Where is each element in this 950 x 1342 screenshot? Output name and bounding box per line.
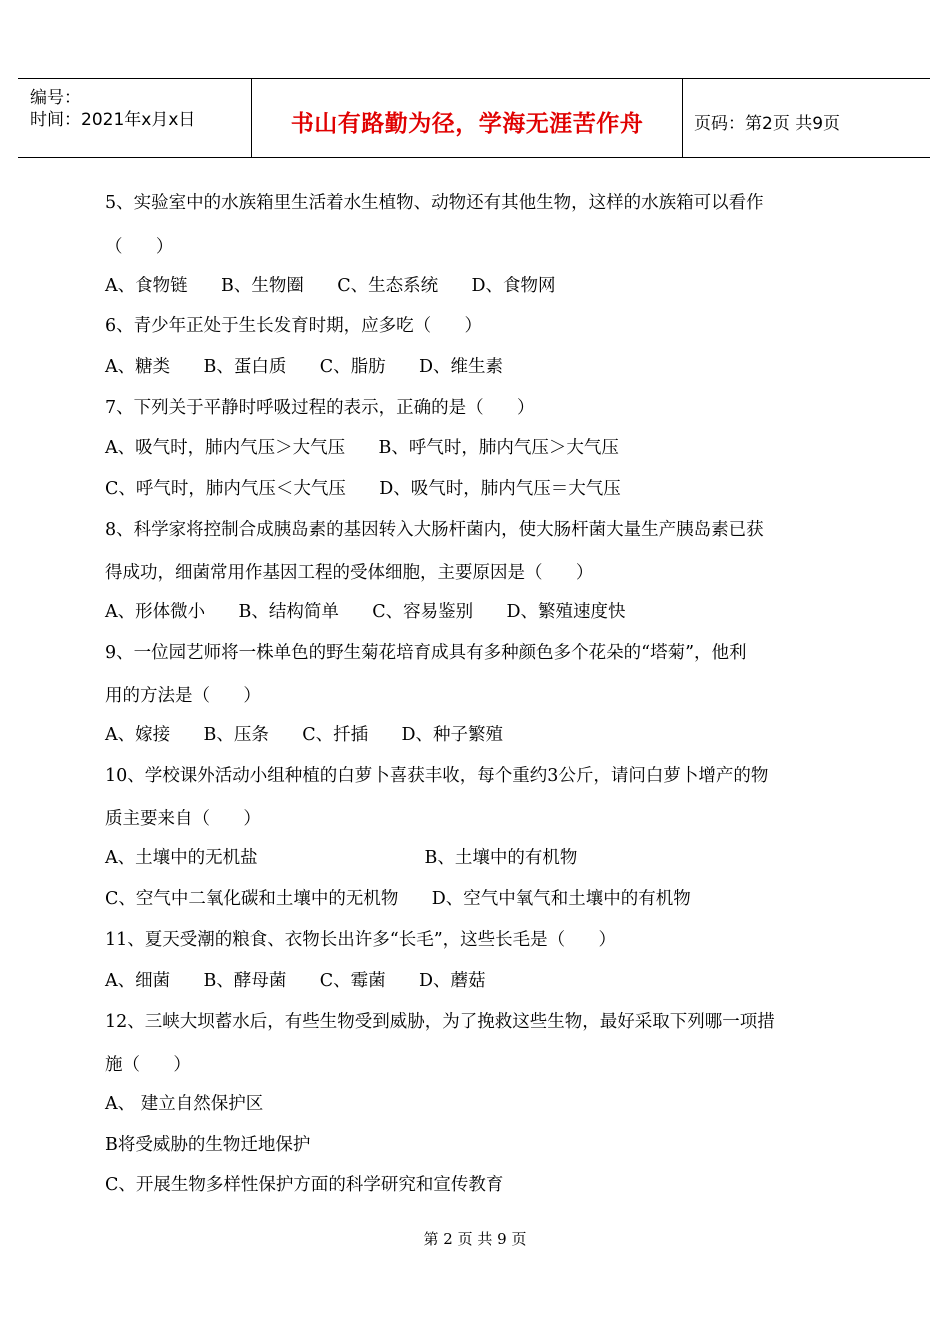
header-motto: 书山有路勤为径，学海无涯苦作舟 bbox=[290, 111, 644, 137]
q12-stem-line1: 12、三峡大坝蓄水后，有些生物受到威胁，为了挽救这些生物，最好采取下列哪一项措 bbox=[105, 1012, 775, 1032]
q10-options-ab: A、土壤中的无机盐 B、土壤中的有机物 bbox=[105, 848, 578, 868]
q6-options: A、糖类 B、蛋白质 C、脂肪 D、维生素 bbox=[105, 357, 504, 377]
document-number-label: 编号： bbox=[30, 88, 81, 108]
q12-option-c: C、开展生物多样性保护方面的科学研究和宣传教育 bbox=[105, 1175, 504, 1195]
q11-options: A、细菌 B、酵母菌 C、霉菌 D、蘑菇 bbox=[105, 971, 486, 991]
q9-stem-line1: 9、一位园艺师将一株单色的野生菊花培育成具有多种颜色多个花朵的“塔菊”，他利 bbox=[105, 643, 747, 663]
header-page-info: 页码：第2页 共9页 bbox=[694, 114, 841, 134]
q8-stem-line2: 得成功，细菌常用作基因工程的受体细胞，主要原因是（ ） bbox=[105, 563, 594, 583]
q7-options-ab: A、吸气时，肺内气压＞大气压 B、呼气时，肺内气压＞大气压 bbox=[105, 438, 619, 458]
header-motto-cell bbox=[251, 79, 683, 157]
q11-stem: 11、夏天受潮的粮食、衣物长出许多“长毛”，这些长毛是（ ） bbox=[105, 930, 617, 950]
page-footer: 第 2 页 共 9 页 bbox=[423, 1230, 527, 1248]
q10-stem-line2: 质主要来自（ ） bbox=[105, 809, 261, 829]
q5-stem: 5、实验室中的水族箱里生活着水生植物、动物还有其他生物，这样的水族箱可以看作 bbox=[105, 193, 764, 213]
q9-stem-line2: 用的方法是（ ） bbox=[105, 686, 261, 706]
q9-options: A、嫁接 B、压条 C、扦插 D、种子繁殖 bbox=[105, 725, 504, 745]
q7-options-cd: C、呼气时，肺内气压＜大气压 D、吸气时，肺内气压＝大气压 bbox=[105, 479, 621, 499]
q8-options: A、形体微小 B、结构简单 C、容易鉴别 D、繁殖速度快 bbox=[105, 602, 626, 622]
q12-option-b: B将受威胁的生物迁地保护 bbox=[105, 1135, 311, 1155]
q5-answer-blank: （ ） bbox=[105, 237, 174, 257]
q7-stem: 7、下列关于平静时呼吸过程的表示，正确的是（ ） bbox=[105, 398, 535, 418]
q5-options: A、食物链 B、生物圈 C、生态系统 D、食物网 bbox=[105, 276, 556, 296]
page-header bbox=[18, 78, 930, 158]
q10-options-cd: C、空气中二氧化碳和土壤中的无机物 D、空气中氧气和土壤中的有机物 bbox=[105, 889, 691, 909]
q10-stem-line1: 10、学校课外活动小组种植的白萝卜喜获丰收，每个重约3公斤，请问白萝卜增产的物 bbox=[105, 766, 769, 786]
header-left-cell bbox=[18, 79, 251, 157]
document-date-label: 时间：2021年x月x日 bbox=[30, 110, 196, 130]
q8-stem-line1: 8、科学家将控制合成胰岛素的基因转入大肠杆菌内，使大肠杆菌大量生产胰岛素已获 bbox=[105, 520, 764, 540]
header-page-cell bbox=[682, 79, 930, 157]
q12-option-a: A、 建立自然保护区 bbox=[105, 1094, 264, 1114]
q12-stem-line2: 施（ ） bbox=[105, 1055, 191, 1075]
q6-stem: 6、青少年正处于生长发育时期，应多吃（ ） bbox=[105, 316, 483, 336]
